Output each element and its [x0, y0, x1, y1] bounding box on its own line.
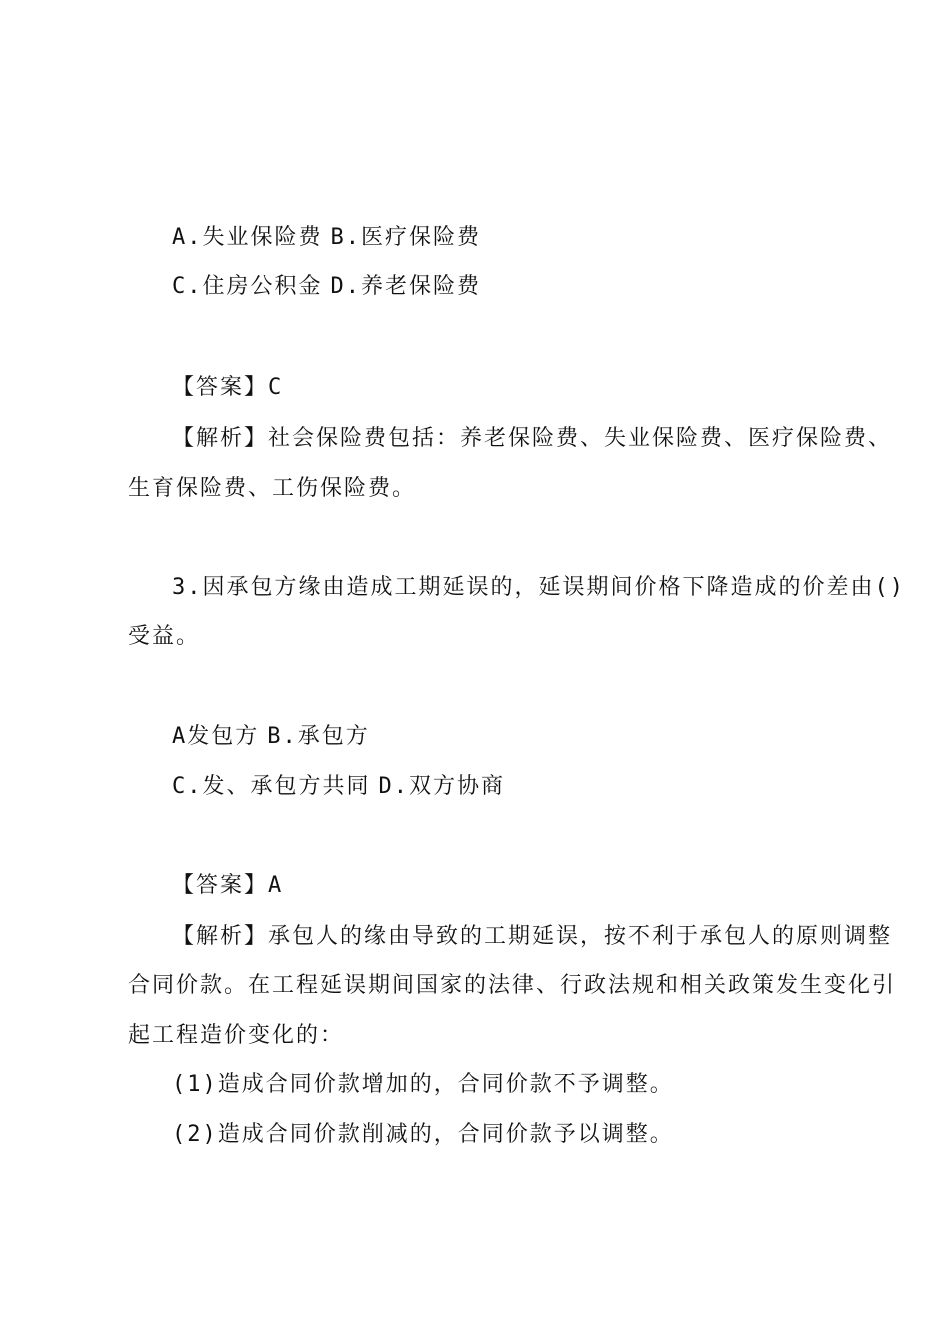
q3-options-row-1 [172, 722, 370, 752]
q2-option-c: C.住房公积金 [172, 274, 323, 299]
q3-analysis-point-2: (2)造成合同价款削减的，合同价款予以调整。 [172, 1122, 674, 1147]
q2-option-a: A.失业保险费 [172, 225, 323, 250]
q3-analysis-line-2: 合同价款。在工程延误期间国家的法律、行政法规和相关政策发生变化引 [128, 973, 897, 998]
q3-analysis-line-3: 起工程造价变化的： [128, 1023, 345, 1048]
q3-option-c: C.发、承包方共同 [172, 774, 371, 799]
q3-options-row-2 [172, 772, 505, 802]
q2-options-row-1 [172, 223, 481, 253]
q2-option-b: B.医疗保险费 [330, 225, 481, 250]
q3-question-line-1: 3.因承包方缘由造成工期延误的，延误期间价格下降造成的价差由() [172, 575, 905, 600]
q2-answer: 【答案】C [172, 375, 284, 400]
q3-analysis-line-1: 【解析】承包人的缘由导致的工期延误，按不利于承包人的原则调整 [172, 924, 893, 949]
q3-option-a: A发包方 [172, 724, 260, 749]
q3-answer: 【答案】A [172, 873, 284, 898]
q3-question-line-2: 受益。 [128, 624, 201, 649]
q2-analysis-line-1: 【解析】社会保险费包括：养老保险费、失业保险费、医疗保险费、 [172, 426, 893, 451]
q2-options-row-2 [172, 272, 481, 302]
q2-option-d: D.养老保险费 [330, 274, 481, 299]
q3-option-b: B.承包方 [267, 724, 370, 749]
q3-analysis-point-1: (1)造成合同价款增加的，合同价款不予调整。 [172, 1072, 674, 1097]
q2-analysis-line-2: 生育保险费、工伤保险费。 [128, 476, 417, 501]
q3-option-d: D.双方协商 [378, 774, 505, 799]
